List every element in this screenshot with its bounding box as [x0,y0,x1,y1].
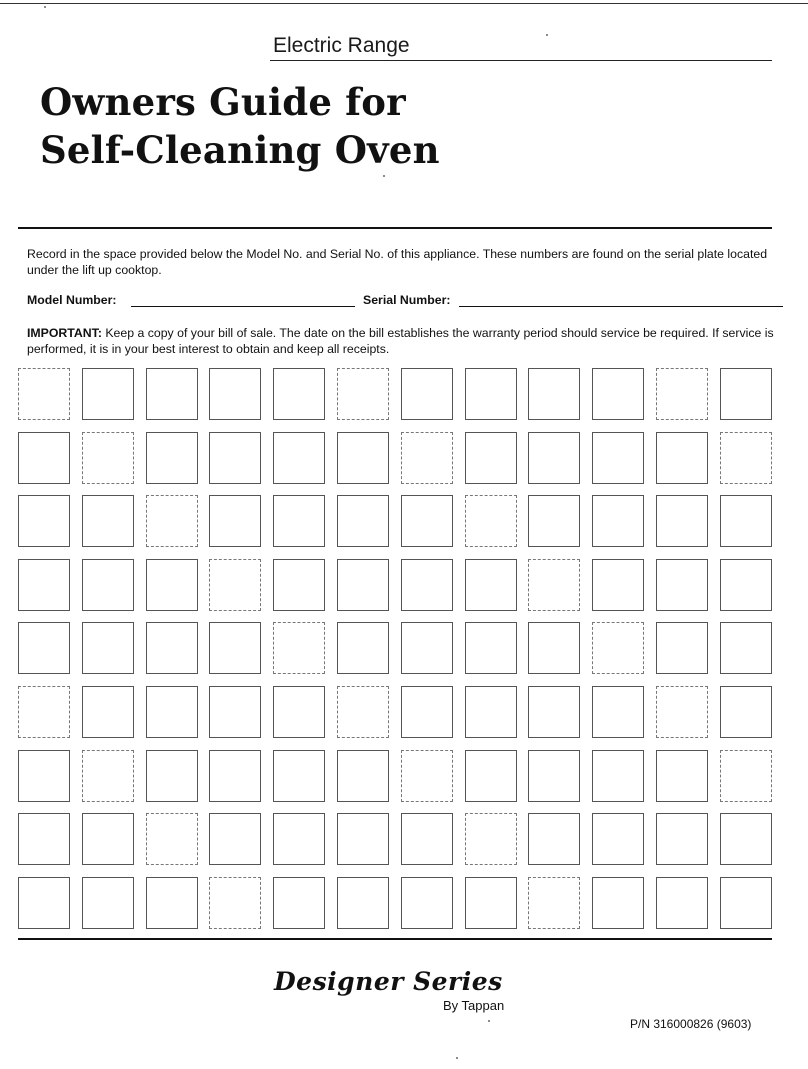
grid-box [209,559,261,611]
grid-box [146,559,198,611]
grid-box [337,368,389,420]
grid-box [273,559,325,611]
grid-box [401,559,453,611]
grid-box [592,813,644,865]
grid-box [401,368,453,420]
grid-box [720,622,772,674]
grid-box [656,432,708,484]
grid-box [528,877,580,929]
grid-box [465,813,517,865]
grid-box [656,368,708,420]
grid-box [18,750,70,802]
title-line-2: Self-Cleaning Oven [40,128,440,172]
document-title [40,78,440,174]
grid-box [528,495,580,547]
scan-speck [456,1057,458,1059]
grid-box [146,877,198,929]
grid-box [401,432,453,484]
grid-box [273,686,325,738]
grid-box [82,877,134,929]
grid-box [146,495,198,547]
grid-box [401,813,453,865]
grid-box [18,368,70,420]
grid-box [656,813,708,865]
grid-box [146,622,198,674]
record-fields [27,293,787,311]
grid-box [209,686,261,738]
grid-box [337,813,389,865]
scan-speck [488,1020,490,1022]
grid-box [82,432,134,484]
grid-box [337,432,389,484]
grid-box [18,813,70,865]
grid-box [82,750,134,802]
grid-box [656,750,708,802]
brand-by-line: By Tappan [443,998,505,1013]
grid-box [18,622,70,674]
grid-box [209,750,261,802]
grid-box [720,495,772,547]
grid-box [82,368,134,420]
model-number-label: Model Number: [27,293,117,307]
grid-box [528,368,580,420]
grid-box [401,686,453,738]
grid-box [401,622,453,674]
grid-box [146,750,198,802]
grid-box [592,750,644,802]
grid-box [656,686,708,738]
grid-box [18,559,70,611]
section-divider [18,227,772,229]
grid-box [209,368,261,420]
model-number-field[interactable] [131,306,355,307]
grid-box [465,495,517,547]
grid-box [209,877,261,929]
document-subtitle: Electric Range [273,34,410,57]
grid-box [720,432,772,484]
grid-box [528,432,580,484]
grid-box [592,559,644,611]
grid-box [337,686,389,738]
grid-box [273,495,325,547]
grid-box [337,559,389,611]
grid-box [720,877,772,929]
grid-box [465,750,517,802]
grid-box [720,559,772,611]
grid-box [720,813,772,865]
grid-box [465,622,517,674]
grid-box [592,495,644,547]
grid-box [656,495,708,547]
important-label: IMPORTANT: [27,326,102,340]
grid-box [273,813,325,865]
grid-box [273,368,325,420]
grid-box [401,750,453,802]
part-number: P/N 316000826 (9603) [630,1017,752,1031]
subtitle-rule [270,60,772,61]
grid-box [401,495,453,547]
record-instructions: Record in the space provided below the Model No. and Serial No. of this appliance. These numbers are found on the serial plate located under the lift up cooktop. [27,247,768,277]
grid-box [146,432,198,484]
grid-box [656,622,708,674]
title-line-1: Owners Guide for [40,80,406,124]
grid-box [592,432,644,484]
scan-speck [383,175,385,177]
important-notice [27,325,787,357]
grid-box [465,686,517,738]
grid-box [146,686,198,738]
grid-box [273,432,325,484]
top-border [0,3,808,4]
scan-speck [546,34,548,36]
serial-number-label: Serial Number: [363,293,451,307]
grid-box [18,432,70,484]
grid-box [18,877,70,929]
grid-box [273,622,325,674]
grid-box [82,495,134,547]
grid-box [337,622,389,674]
grid-box [528,750,580,802]
grid-box [528,813,580,865]
grid-box [337,877,389,929]
grid-box [337,495,389,547]
grid-box [528,686,580,738]
grid-box [337,750,389,802]
grid-box [465,432,517,484]
bottom-divider [18,938,772,940]
grid-box [82,559,134,611]
grid-box [209,813,261,865]
grid-box [18,686,70,738]
grid-box [528,622,580,674]
important-text: Keep a copy of your bill of sale. The date on the bill establishes the warranty period should service be required. If service is performed, it is in your best interest to obtain and keep all receipts. [27,326,774,356]
grid-box [465,877,517,929]
grid-box [720,750,772,802]
serial-number-field[interactable] [459,306,783,307]
grid-box [656,877,708,929]
grid-box [592,877,644,929]
grid-box [82,813,134,865]
grid-box [209,432,261,484]
scan-speck [44,6,46,8]
grid-box [82,686,134,738]
grid-box [273,877,325,929]
grid-box [82,622,134,674]
grid-box [592,686,644,738]
grid-box [528,559,580,611]
grid-box [18,495,70,547]
grid-box [146,813,198,865]
grid-box [401,877,453,929]
grid-box [273,750,325,802]
grid-box [209,622,261,674]
grid-box [720,686,772,738]
grid-box [592,368,644,420]
grid-box [146,368,198,420]
designer-series-logo [272,958,532,1002]
grid-box [592,622,644,674]
grid-box [656,559,708,611]
grid-box [465,559,517,611]
grid-box [465,368,517,420]
grid-box [720,368,772,420]
svg-text:Designer Series: Designer Series [274,967,503,996]
grid-box [209,495,261,547]
